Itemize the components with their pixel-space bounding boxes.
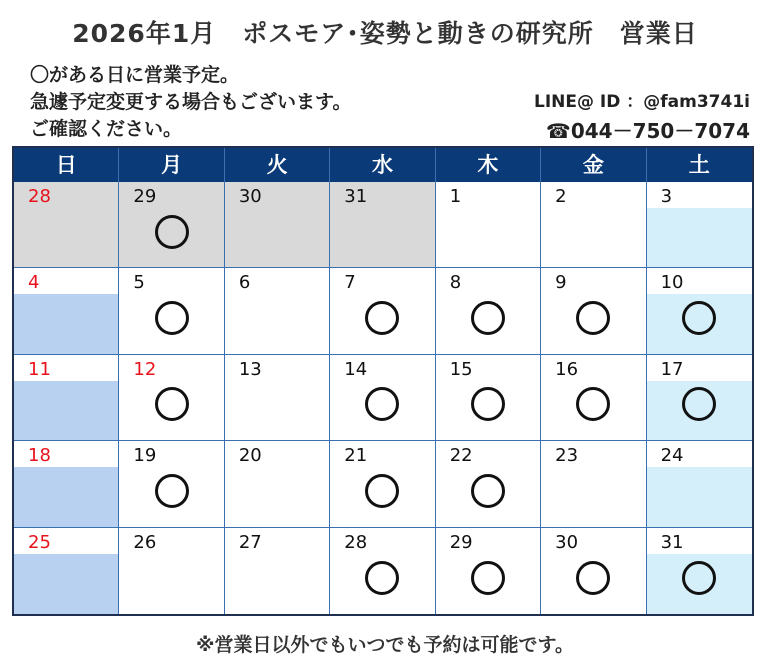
open-day-circle-icon (682, 301, 716, 335)
day-number: 13 (238, 358, 262, 380)
day-number: 14 (344, 358, 368, 380)
open-day-circle-icon (471, 301, 505, 335)
day-number: 18 (28, 445, 51, 467)
day-number: 17 (660, 358, 684, 380)
day-number: 25 (28, 531, 51, 553)
calendar-day-cell (14, 268, 119, 354)
calendar-day-cell (14, 182, 119, 268)
contact-block (534, 89, 750, 146)
calendar-day-cell (647, 441, 752, 527)
phone-number: ☎044－750－7074 (545, 119, 750, 143)
day-number: 11 (28, 358, 51, 380)
day-number: 16 (555, 358, 579, 380)
open-day-circle-icon (365, 301, 399, 335)
day-number: 15 (449, 358, 473, 380)
page-title: 2026年1月 ポスモア･姿勢と動きの研究所 営業日 (72, 19, 698, 48)
calendar-day-cell (330, 441, 435, 527)
open-day-circle-icon (576, 301, 610, 335)
open-day-circle-icon (576, 387, 610, 421)
day-number: 10 (660, 272, 684, 294)
day-number: 31 (660, 531, 684, 553)
notice-line-open-days: 〇がある日に営業予定。 (30, 64, 240, 86)
day-number: 23 (555, 445, 579, 467)
calendar-day-cell (330, 182, 435, 268)
day-number: 28 (344, 531, 368, 553)
weekday-tue: 火 (225, 148, 330, 182)
day-number: 12 (133, 358, 157, 380)
calendar-day-cell (119, 528, 224, 614)
calendar-day-cell (119, 182, 224, 268)
open-day-circle-icon (682, 561, 716, 595)
weekday-sun: 日 (14, 148, 119, 182)
open-day-circle-icon (576, 561, 610, 595)
calendar-day-cell (225, 182, 330, 268)
day-number: 29 (133, 186, 157, 207)
calendar-day-cell (436, 528, 541, 614)
open-day-circle-icon (365, 387, 399, 421)
calendar-day-cell (330, 268, 435, 354)
calendar-day-cell (647, 268, 752, 354)
calendar-day-cell (330, 355, 435, 441)
calendar-day-cell (119, 355, 224, 441)
day-number: 21 (344, 445, 368, 467)
day-number: 19 (133, 445, 157, 467)
open-day-circle-icon (155, 215, 189, 249)
calendar-day-cell (647, 355, 752, 441)
day-number: 1 (449, 186, 462, 207)
open-day-circle-icon (471, 387, 505, 421)
calendar-day-cell (647, 182, 752, 268)
calendar-day-cell (436, 441, 541, 527)
weekday-sat: 土 (688, 153, 710, 177)
calendar-day-cell (436, 268, 541, 354)
weekday-fri: 金 (541, 148, 646, 182)
weekday-thu: 木 (436, 148, 541, 182)
open-day-circle-icon (155, 387, 189, 421)
day-number: 28 (28, 186, 51, 207)
day-number: 29 (449, 531, 473, 553)
open-day-circle-icon (682, 387, 716, 421)
calendar-day-cell (225, 355, 330, 441)
footer-note: ※営業日以外でもいつでも予約は可能です。 (196, 634, 574, 656)
day-number: 27 (238, 531, 262, 553)
calendar-day-cell (14, 355, 119, 441)
notice-block (30, 62, 351, 143)
calendar-day-cell (541, 528, 646, 614)
day-number: 4 (28, 272, 40, 294)
calendar-grid (14, 182, 752, 614)
day-number: 7 (344, 272, 356, 294)
calendar-day-cell (436, 182, 541, 268)
open-day-circle-icon (155, 301, 189, 335)
calendar-day-cell (119, 441, 224, 527)
day-number: 20 (238, 445, 262, 467)
day-number: 3 (660, 186, 673, 207)
calendar-day-cell (647, 528, 752, 614)
calendar-day-cell (14, 528, 119, 614)
day-number: 6 (238, 272, 251, 294)
weekday-mon: 月 (119, 148, 224, 182)
open-day-circle-icon (471, 561, 505, 595)
day-number: 30 (555, 531, 579, 553)
day-number: 31 (344, 186, 368, 207)
calendar-day-cell (225, 268, 330, 354)
calendar-day-cell (541, 441, 646, 527)
notice-line-schedule-change: 急遽予定変更する場合もございます。 (30, 91, 352, 113)
calendar (12, 146, 754, 616)
open-day-circle-icon (155, 474, 189, 508)
calendar-day-cell (119, 268, 224, 354)
calendar-day-cell (436, 355, 541, 441)
day-number: 2 (555, 186, 567, 207)
weekday-wed: 水 (330, 148, 435, 182)
calendar-day-cell (14, 441, 119, 527)
calendar-day-cell (225, 528, 330, 614)
weekday-header (14, 148, 752, 182)
line-id: LINE@ ID ：@fam3741i (534, 92, 750, 112)
open-day-circle-icon (471, 474, 505, 508)
day-number: 24 (660, 445, 684, 467)
day-number: 5 (133, 272, 145, 294)
day-number: 22 (449, 445, 473, 467)
open-day-circle-icon (365, 561, 399, 595)
day-number: 26 (133, 531, 157, 553)
day-number: 30 (238, 186, 262, 207)
notice-line-confirm: ご確認ください。 (30, 118, 183, 140)
day-number: 9 (555, 272, 567, 294)
calendar-day-cell (541, 182, 646, 268)
day-number: 8 (449, 272, 462, 294)
calendar-day-cell (225, 441, 330, 527)
calendar-day-cell (541, 355, 646, 441)
calendar-day-cell (330, 528, 435, 614)
calendar-day-cell (541, 268, 646, 354)
open-day-circle-icon (365, 474, 399, 508)
